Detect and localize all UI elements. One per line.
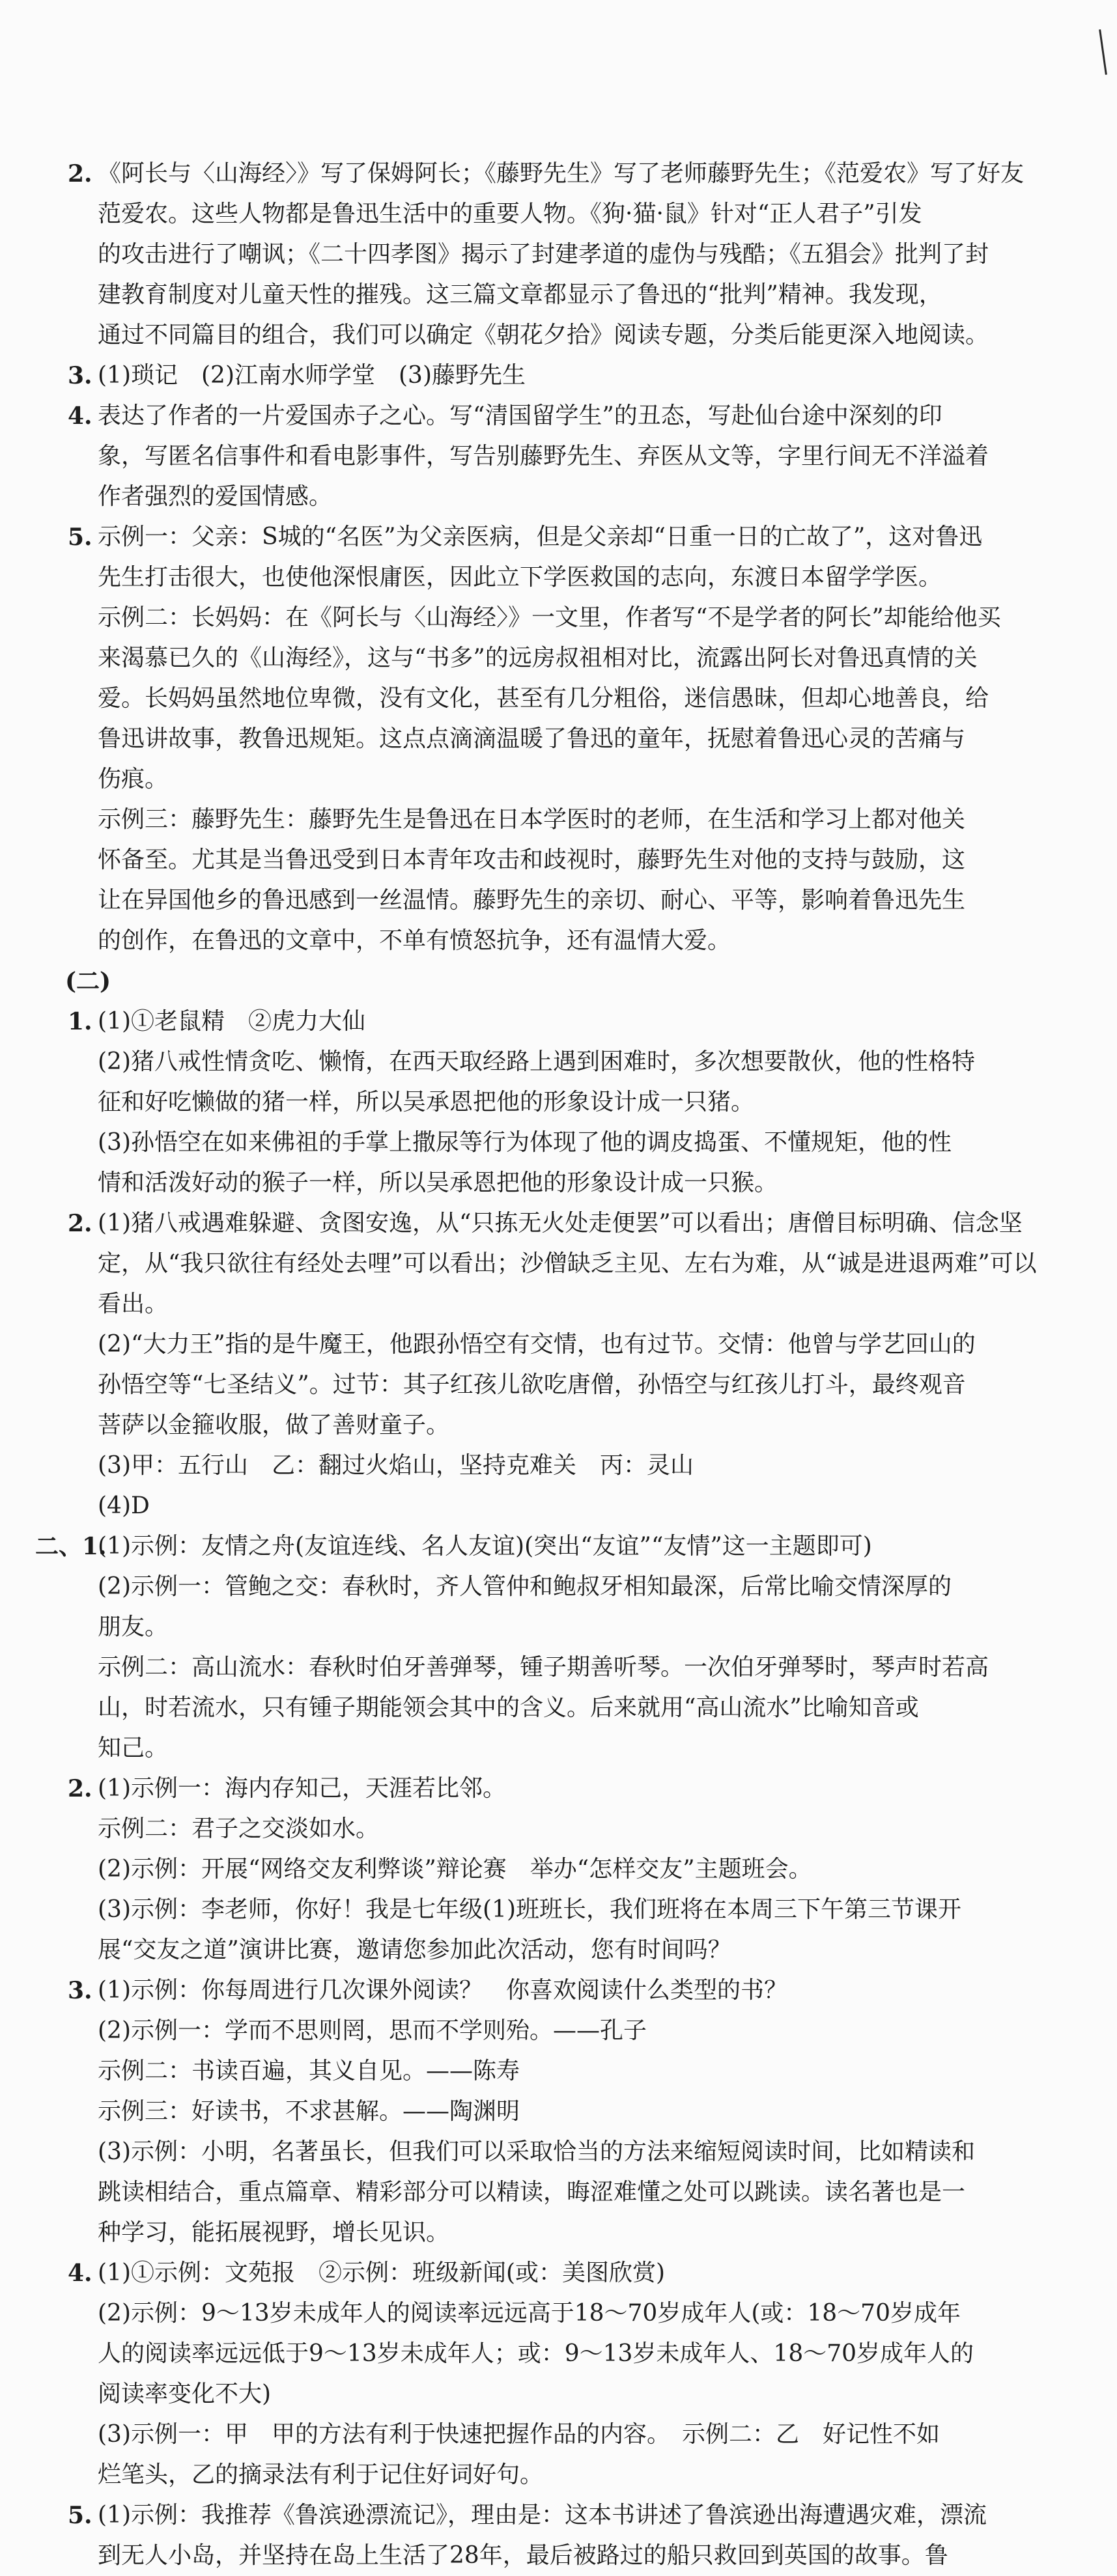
line-text: 阅读率变化不大) [98, 2381, 272, 2407]
line-text: (1)示例：我推荐《鲁滨逊漂流记》，理由是：这本书讲述了鲁滨逊出海遭遇灾难，漂流 [98, 2502, 987, 2528]
text-line [0, 1647, 1117, 1688]
line-text: (4)D [98, 1492, 150, 1519]
line-text: 让在异国他乡的鲁迅感到一丝温情。藤野先生的亲切、耐心、平等，影响着鲁迅先生 [98, 887, 966, 914]
line-text: (1)示例一：海内存知己，天涯若比邻。 [98, 1775, 506, 1802]
line-text: 看出。 [98, 1291, 169, 1317]
line-text: 种学习，能拓展视野，增长见识。 [98, 2219, 450, 2246]
text-line [0, 598, 1117, 638]
text-line [0, 234, 1117, 275]
text-line [0, 1728, 1117, 1769]
text-line [0, 840, 1117, 880]
line-text: 菩萨以金箍收服，做了善财童子。 [98, 1412, 450, 1438]
line-text: 表达了作者的一片爱国赤子之心。写“清国留学生”的丑态，写赴仙台途中深刻的印 [98, 402, 942, 429]
text-line [0, 1203, 1117, 1244]
text-line [0, 1082, 1117, 1123]
item-number: 2. [68, 160, 92, 188]
text-line [0, 800, 1117, 840]
text-line [0, 1365, 1117, 1405]
line-text: (1)①示例：文苑报 ②示例：班级新闻(或：美图欣赏) [98, 2260, 666, 2286]
line-text: 征和好吃懒做的猪一样，所以吴承恩把他的形象设计成一只猪。 [98, 1089, 755, 1115]
line-text: 情和活泼好动的猴子一样，所以吴承恩把他的形象设计成一只猴。 [98, 1169, 778, 1196]
text-line [0, 921, 1117, 961]
text-line [0, 961, 1117, 1001]
item-number: 2. [68, 1210, 92, 1237]
line-text: 定，从“我只欲往有经处去哩”可以看出；沙僧缺乏主见、左右为难，从“诚是进退两难”可以 [98, 1250, 1037, 1277]
line-text: (2)“大力王”指的是牛魔王，他跟孙悟空有交情，也有过节。交情：他曾与学艺回山的 [98, 1331, 976, 1358]
text-line [0, 2213, 1117, 2253]
text-line [0, 2172, 1117, 2213]
line-text: (3)示例：小明，名著虽长，但我们可以采取恰当的方法来缩短阅读时间，比如精读和 [98, 2138, 975, 2165]
line-text: 鲁迅讲故事，教鲁迅规矩。这点点滴滴温暖了鲁迅的童年，抚慰着鲁迅心灵的苦痛与 [98, 725, 966, 752]
item-number: 3. [68, 1977, 92, 2004]
text-line [0, 557, 1117, 598]
text-line [0, 1607, 1117, 1647]
line-text: 孙悟空等“七圣结义”。过节：其子红孩儿欲吃唐僧，孙悟空与红孩儿打斗，最终观音 [98, 1371, 966, 1398]
line-text: 示例一：父亲：S城的“名医”为父亲医病，但是父亲却“日重一日的亡故了”，这对鲁迅 [98, 524, 983, 550]
text-line [0, 1324, 1117, 1365]
text-line [0, 477, 1117, 517]
item-number: 5. [68, 2502, 92, 2529]
line-text: 跳读相结合，重点篇章、精彩部分可以精读，晦涩难懂之处可以跳读。读名著也是一 [98, 2179, 966, 2205]
text-line [0, 880, 1117, 921]
text-line [0, 1769, 1117, 1809]
item-number: 二、1. [35, 1533, 107, 1560]
line-text: 的创作，在鲁迅的文章中，不单有愤怒抗争，还有温情大爱。 [98, 927, 731, 954]
text-line [0, 2253, 1117, 2293]
line-text: 怀备至。尤其是当鲁迅受到日本青年攻击和歧视时，藤野先生对他的支持与鼓励，这 [98, 847, 966, 873]
text-line [0, 356, 1117, 396]
line-text: 爱。长妈妈虽然地位卑微，没有文化，甚至有几分粗俗，迷信愚昧，但却心地善良，给 [98, 685, 989, 712]
line-text: (2)示例一：管鲍之交：春秋时，齐人管仲和鲍叔牙相知最深，后常比喻交情深厚的 [98, 1573, 952, 1600]
line-text: (3)示例一：甲 甲的方法有利于快速把握作品的内容。 示例二：乙 好记性不如 [98, 2421, 940, 2448]
line-text: 的攻击进行了嘲讽；《二十四孝图》揭示了封建孝道的虚伪与残酷；《五猖会》批判了封 [98, 241, 989, 268]
line-text: 人的阅读率远远低于9～13岁未成年人；或：9～13岁未成年人、18～70岁成年人的 [98, 2340, 974, 2367]
line-text: 作者强烈的爱国情感。 [98, 483, 333, 510]
line-text: 通过不同篇目的组合，我们可以确定《朝花夕拾》阅读专题，分类后能更深入地阅读。 [98, 322, 989, 348]
line-text: 示例三：好读书，不求甚解。——陶渊明 [98, 2098, 520, 2125]
item-number: 4. [68, 402, 92, 430]
line-text: 朋友。 [98, 1614, 169, 1640]
text-line [0, 1486, 1117, 1526]
text-line [0, 2415, 1117, 2455]
line-text: 范爱农。这些人物都是鲁迅生活中的重要人物。《狗·猫·鼠》针对“正人君子”引发 [98, 201, 922, 227]
line-text: 来渴慕已久的《山海经》，这与“书多”的远房叔祖相对比，流露出阿长对鲁迅真情的关 [98, 645, 978, 671]
text-line [0, 1526, 1117, 1567]
text-line [0, 1284, 1117, 1324]
line-text: 烂笔头，乙的摘录法有利于记住好词好句。 [98, 2461, 544, 2488]
text-line [0, 1567, 1117, 1607]
line-text: 象，写匿名信事件和看电影事件，写告别藤野先生、弃医从文等，字里行间无不洋溢着 [98, 443, 989, 469]
line-text: 展“交友之道”演讲比赛，邀请您参加此次活动，您有时间吗？ [98, 1937, 731, 1963]
line-text: (2)猪八戒性情贪吃、懒惰，在西天取经路上遇到困难时，多次想要散伙，他的性格特 [98, 1048, 975, 1075]
item-number: 2. [68, 1775, 92, 1802]
item-number: 3. [68, 362, 92, 389]
line-text: (2)示例：9～13岁未成年人的阅读率远远高于18～70岁成年人(或：18～70岁成年 [98, 2300, 961, 2327]
text-line [0, 759, 1117, 800]
line-text: 知己。 [98, 1735, 169, 1761]
text-line [0, 2051, 1117, 2092]
text-line [0, 154, 1117, 194]
line-text: (1)琐记 (2)江南水师学堂 (3)藤野先生 [98, 362, 526, 389]
text-line [0, 719, 1117, 759]
text-line [0, 1970, 1117, 2011]
text-line [0, 1890, 1117, 1930]
line-text: 建教育制度对儿童天性的摧残。这三篇文章都显示了鲁迅的“批判”精神。我发现， [98, 281, 942, 308]
text-line [0, 2536, 1117, 2576]
item-number: 4. [68, 2260, 92, 2287]
text-line [0, 2495, 1117, 2536]
text-line [0, 2334, 1117, 2374]
text-line [0, 2455, 1117, 2495]
text-line [0, 2374, 1117, 2415]
text-line [0, 1446, 1117, 1486]
line-text: 山，时若流水，只有锺子期能领会其中的含义。后来就用“高山流水”比喻知音或 [98, 1694, 919, 1721]
line-text: 示例二：书读百遍，其义自见。——陈寿 [98, 2058, 520, 2084]
text-line [0, 2092, 1117, 2132]
line-text: 《阿长与〈山海经〉》写了保姆阿长；《藤野先生》写了老师藤野先生；《范爱农》写了好友 [98, 160, 1025, 187]
line-text: (3)甲：五行山 乙：翻过火焰山，坚持克难关 丙：灵山 [98, 1452, 694, 1479]
line-text: (2)示例一：学而不思则罔，思而不学则殆。——孔子 [98, 2017, 647, 2044]
text-line [0, 2132, 1117, 2172]
text-line [0, 1123, 1117, 1163]
item-number: 5. [68, 524, 92, 551]
text-line [0, 315, 1117, 356]
text-line [0, 194, 1117, 234]
line-text: 示例二：长妈妈：在《阿长与〈山海经〉》一文里，作者写“不是学者的阿长”却能给他买 [98, 604, 1001, 631]
line-text: (1)猪八戒遇难躲避、贪图安逸，从“只拣无火处走便罢”可以看出；唐僧目标明确、信念坚 [98, 1210, 1023, 1237]
line-text: (3)示例：李老师，你好！我是七年级(1)班班长，我们班将在本周三下午第三节课开 [98, 1896, 961, 1923]
line-text: (1)示例：你每周进行几次课外阅读？ 你喜欢阅读什么类型的书？ [98, 1977, 787, 2004]
text-line [0, 1042, 1117, 1082]
line-text: 伤痕。 [98, 766, 169, 792]
text-line [0, 275, 1117, 315]
text-line [0, 679, 1117, 719]
line-text: 先生打击很大，也使他深恨庸医，因此立下学医救国的志向，东渡日本留学学医。 [98, 564, 942, 591]
text-line [0, 1405, 1117, 1446]
text-line [0, 1849, 1117, 1890]
text-line [0, 1163, 1117, 1203]
line-text: 示例三：藤野先生：藤野先生是鲁迅在日本学医时的老师，在生活和学习上都对他关 [98, 806, 966, 833]
text-line [0, 1688, 1117, 1728]
line-text: 示例二：高山流水：春秋时伯牙善弹琴，锺子期善听琴。一次伯牙弹琴时，琴声时若高 [98, 1654, 989, 1681]
text-line [0, 1001, 1117, 1042]
text-line [0, 436, 1117, 477]
text-line [0, 1809, 1117, 1849]
text-line [0, 2011, 1117, 2051]
line-text: (1)示例：友情之舟(友谊连线、名人友谊)(突出“友谊”“友情”这一主题即可) [98, 1533, 872, 1560]
text-line [0, 2293, 1117, 2334]
line-text: (二) [65, 968, 111, 995]
text-line [0, 638, 1117, 679]
line-text: (3)孙悟空在如来佛祖的手掌上撒尿等行为体现了他的调皮捣蛋、不懂规矩，他的性 [98, 1129, 952, 1156]
line-text: (2)示例：开展“网络交友利弊谈”辩论赛 举办“怎样交友”主题班会。 [98, 1856, 812, 1883]
text-line [0, 1930, 1117, 1970]
line-text: (1)①老鼠精 ②虎力大仙 [98, 1008, 365, 1035]
line-text: 示例二：君子之交淡如水。 [98, 1815, 380, 1842]
text-line [0, 1244, 1117, 1284]
text-line [0, 396, 1117, 436]
line-text: 到无人小岛，并坚持在岛上生活了28年，最后被路过的船只救回到英国的故事。鲁 [98, 2542, 948, 2569]
item-number: 1. [68, 1008, 92, 1035]
text-line [0, 517, 1117, 557]
